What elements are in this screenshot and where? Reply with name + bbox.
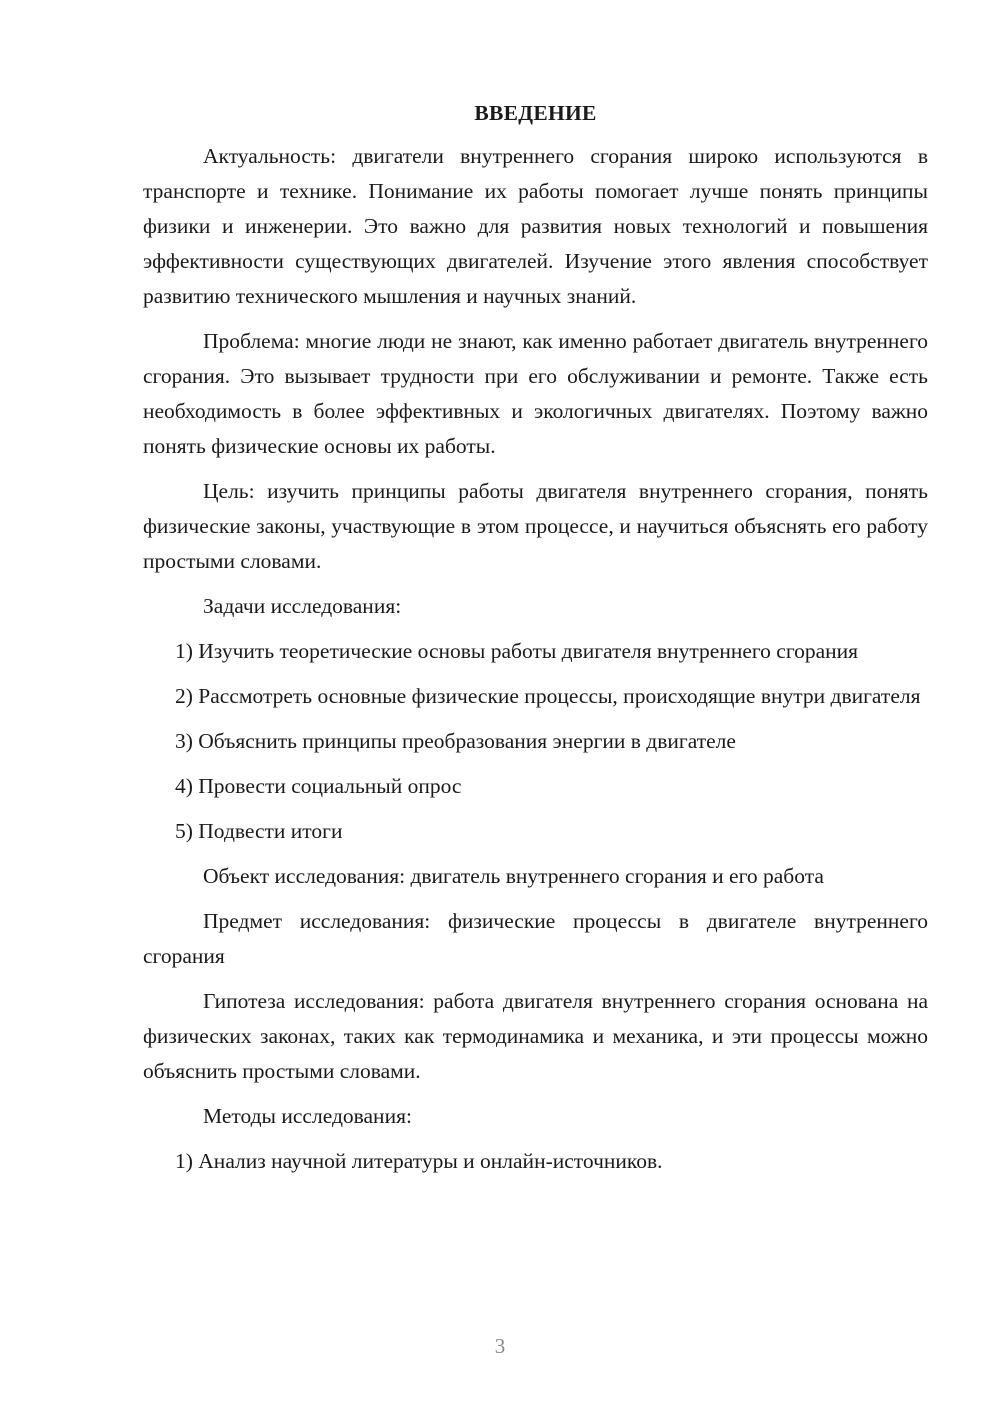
document-page <box>143 96 928 1189</box>
task-item: 5) Подвести итоги <box>175 819 343 843</box>
task-item: 4) Провести социальный опрос <box>175 774 462 798</box>
problem-paragraph: Проблема: многие люди не знают, как именно работает двигатель внутреннего сгорания. Это вызывает трудности при его обслуживании и ремонте. Также есть необходимость в более эффективных и экологичных двигателях. Поэтому важно понять физические основы их работы. <box>143 329 928 458</box>
page-number: 3 <box>494 1334 506 1358</box>
relevance-paragraph: Актуальность: двигатели внутреннего сгорания широко используются в транспорте и технике. Понимание их работы помогает лучше понять принципы физики и инженерии. Это важно для развития новых технологий и повышения эффективности существующих двигателей. Изучение этого явления способствует развитию технического мышления и научных знаний. <box>143 144 928 308</box>
subject-paragraph: Предмет исследования: физические процессы в двигателе внутреннего сгорания <box>143 909 928 968</box>
goal-paragraph: Цель: изучить принципы работы двигателя внутреннего сгорания, понять физические законы, участвующие в этом процессе, и научиться объяснять его работу простыми словами. <box>143 479 928 573</box>
method-item: 1) Анализ научной литературы и онлайн-источников. <box>175 1149 663 1173</box>
hypothesis-paragraph: Гипотеза исследования: работа двигателя внутреннего сгорания основана на физических законах, таких как термодинамика и механика, и эти процессы можно объяснить простыми словами. <box>143 989 928 1083</box>
tasks-heading: Задачи исследования: <box>203 594 402 618</box>
methods-heading: Методы исследования: <box>203 1104 412 1128</box>
section-title: ВВЕДЕНИЕ <box>474 101 597 125</box>
object-paragraph: Объект исследования: двигатель внутреннего сгорания и его работа <box>203 864 824 888</box>
task-item: 2) Рассмотреть основные физические процессы, происходящие внутри двигателя <box>175 684 921 708</box>
task-item: 1) Изучить теоретические основы работы двигателя внутреннего сгорания <box>175 639 859 663</box>
task-item: 3) Объяснить принципы преобразования энергии в двигателе <box>175 729 736 753</box>
